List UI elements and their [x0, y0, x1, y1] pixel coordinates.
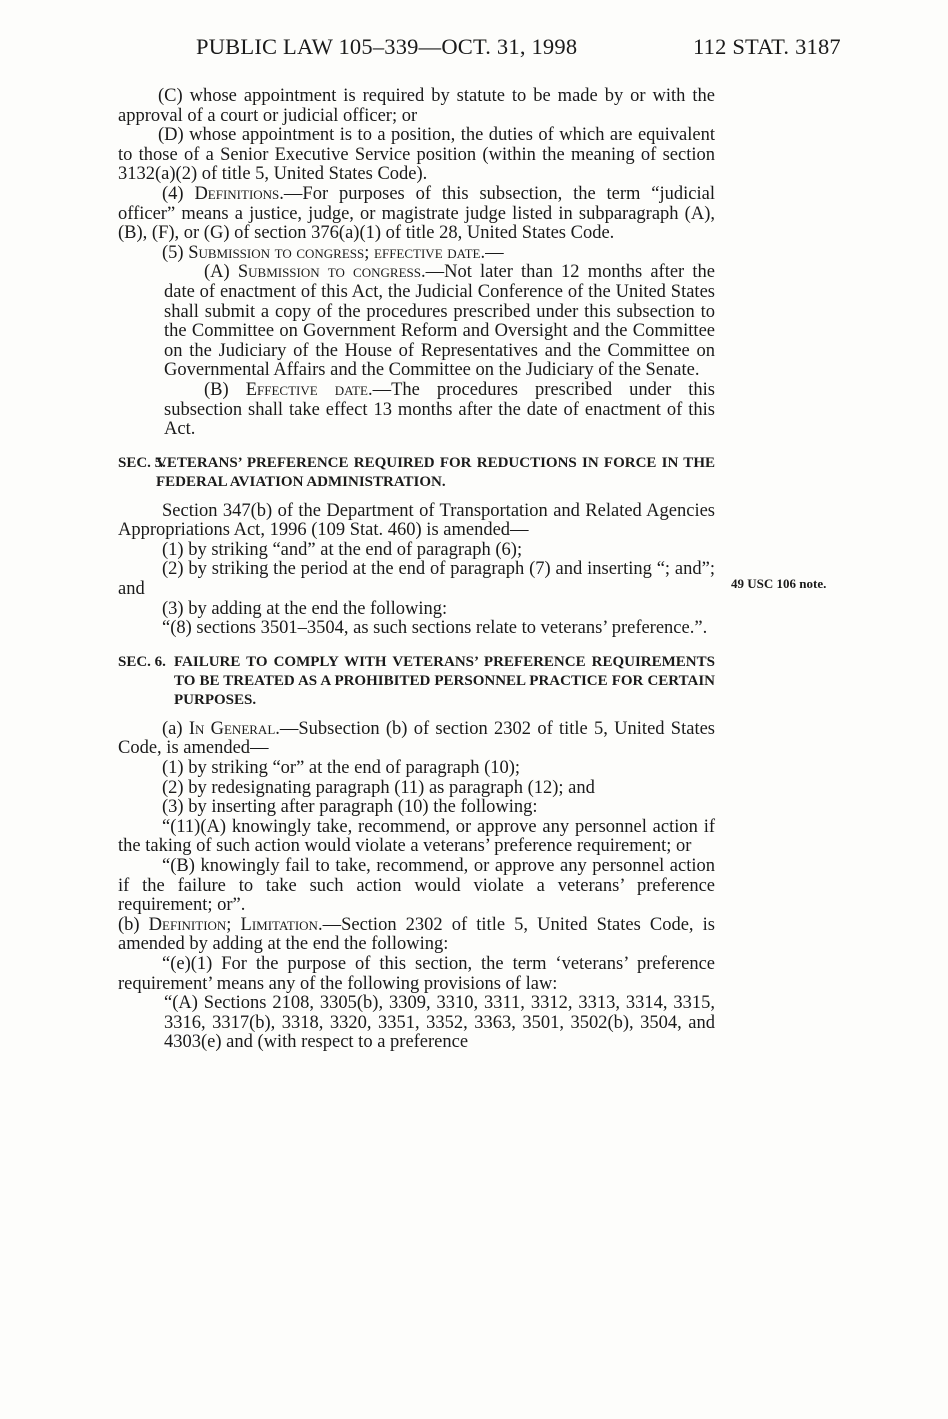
section-6-quote-e1: “(e)(1) For the purpose of this section, the term ‘veterans’ preference requirement’ means any of the following provisions of law:: [118, 953, 715, 994]
section-5-number: SEC. 5.: [118, 454, 166, 471]
section-5-quote: “(8) sections 3501–3504, as such sections relate to veterans’ preference.”.: [162, 618, 708, 639]
section-5-item-2: (2) by striking the period at the end of paragraph (7) and inserting “; and”; and: [118, 559, 715, 600]
section-6-subsection-a: (a) In General.—Subsection (b) of section 2302 of title 5, United States Code, is amended—: [118, 718, 715, 759]
page-header: [0, 34, 948, 64]
section-6-a-item-1: (1) by striking “or” at the end of paragraph (10);: [162, 758, 521, 779]
section-5-item-3: (3) by adding at the end the following:: [162, 598, 448, 619]
paragraph-definitions: (4) Definitions.—For purposes of this subsection, the term “judicial officer” means a justice, judge, or magistrate judge listed in subparagraph (A), (B), (F), or (G) of section 376(a)(1) of title 28, United States Code.: [118, 183, 715, 244]
paragraph-submission-b: (B) Effective date.—The procedures prescribed under this subsection shall take effect 13 months after the date of enactment of this Act.: [164, 379, 715, 440]
section-5-intro: Section 347(b) of the Department of Transportation and Related Agencies Appropriations Act, 1996 (109 Stat. 460) is amended—: [118, 500, 715, 541]
definitions-heading: Definitions: [194, 183, 280, 204]
body-column: [118, 87, 715, 1053]
section-6-number: SEC. 6.: [118, 653, 166, 670]
paragraph-c: (C) whose appointment is required by statute to be made by or with the approval of a court or judicial officer; or: [118, 86, 715, 126]
section-5-title: VETERANS’ PREFERENCE REQUIRED FOR REDUCTIONS IN FORCE IN THE FEDERAL AVIATION ADMINISTRATION.: [156, 454, 715, 490]
subsection-a-heading: In General: [188, 718, 276, 739]
submission-heading: Submission to congress; effective date: [188, 242, 481, 263]
section-6-quote-e1a: “(A) Sections 2108, 3305(b), 3309, 3310, 3311, 3312, 3313, 3314, 3315, 3316, 3317(b), 3318, 3320, 3351, 3352, 3363, 3501, 3502(b), 3504, and 4303(e) and (with respect to a preference: [164, 993, 715, 1053]
section-6-subsection-b: (b) Definition; Limitation.—Section 2302 of title 5, United States Code, is amended by adding at the end the following:: [118, 914, 715, 955]
statute-page-number: 112 STAT. 3187: [693, 34, 841, 59]
section-5-item-1: (1) by striking “and” at the end of paragraph (6);: [162, 539, 523, 560]
subsection-b-heading: Definition; Limitation: [148, 914, 318, 935]
submission-b-heading: Effective date: [245, 379, 368, 400]
section-6-a-item-2: (2) by redesignating paragraph (11) as paragraph (12); and: [162, 777, 595, 798]
section-6-a-item-3: (3) by inserting after paragraph (10) the following:: [162, 797, 538, 818]
section-6-quote-11a: “(11)(A) knowingly take, recommend, or approve any personnel action if the taking of such action would violate a veterans’ preference requirement; or: [118, 816, 715, 857]
section-6-heading: [118, 653, 715, 710]
paragraph-d: (D) whose appointment is to a position, the duties of which are equivalent to those of a Senior Executive Service position (within the meaning of section 3132(a)(2) of title 5, United States Code).: [118, 125, 715, 185]
paragraph-submission: (5) Submission to congress; effective date.—: [162, 242, 504, 263]
section-5-heading: [118, 454, 715, 492]
submission-a-heading: Submission to congress: [237, 262, 421, 283]
section-6-title: FAILURE TO COMPLY WITH VETERANS’ PREFERENCE REQUIREMENTS TO BE TREATED AS A PROHIBITED PERSONNEL PRACTICE FOR CERTAIN PURPOSES.: [174, 653, 715, 708]
running-title: PUBLIC LAW 105–339—OCT. 31, 1998: [196, 34, 578, 59]
paragraph-submission-a: (A) Submission to congress.—Not later than 12 months after the date of enactment of this Act, the Judicial Conference of the United States shall submit a copy of the procedures prescribed under this subsection to the Committee on Government Reform and Oversight and the Committee on the Judiciary of the House of Representatives and the Committee on Governmental Affairs and the Committee on the Judiciary of the Senate.: [164, 262, 715, 381]
section-6-quote-11b: “(B) knowingly fail to take, recommend, or approve any personnel action if the failure to take such action would violate a veterans’ preference requirement; or”.: [118, 856, 715, 916]
margin-note: 49 USC 106 note.: [731, 576, 827, 591]
